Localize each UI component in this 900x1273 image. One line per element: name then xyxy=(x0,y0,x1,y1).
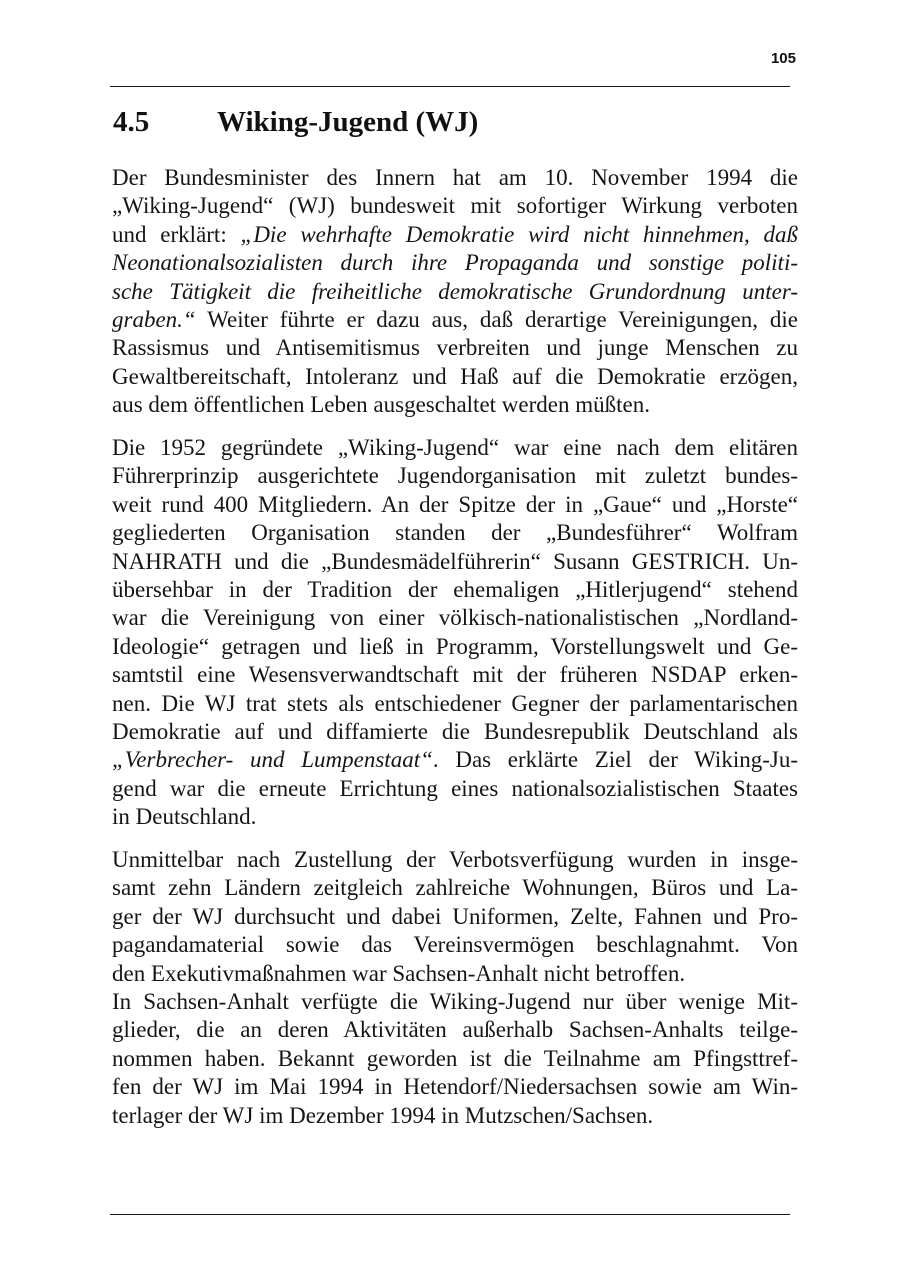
text-segment: Rassismus und Antisemitismus verbreiten und junge Menschen zu xyxy=(112,335,798,361)
footer-rule xyxy=(110,1214,790,1215)
text-segment: Gewaltbereitschaft, Intoleranz und Haß auf die Demokratie erzögen, xyxy=(112,363,798,389)
paragraph-4 xyxy=(112,988,798,1130)
text-line xyxy=(112,363,798,391)
italic-segment: „Die wehrhafte Demokratie wird nicht hinnehmen, daß xyxy=(240,221,799,247)
text-line xyxy=(112,661,798,689)
text-segment: übersehbar in der Tradition der ehemaligen „Hitlerjugend“ stehend xyxy=(112,577,798,603)
text-line xyxy=(112,903,798,931)
text-line xyxy=(112,391,798,419)
text-line xyxy=(112,1045,798,1073)
text-segment: weit rund 400 Mitgliedern. An der Spitze der in „Gaue“ und „Horste“ xyxy=(112,491,798,517)
text-line xyxy=(112,633,798,661)
text-segment: aus dem öffentlichen Leben ausgeschaltet werden müßten. xyxy=(112,392,650,418)
text-line xyxy=(112,988,798,1016)
text-line xyxy=(112,192,798,220)
text-line xyxy=(112,221,798,249)
italic-segment: graben.“ xyxy=(112,307,196,333)
italic-segment: „Verbrecher- und Lumpenstaat“ xyxy=(112,747,433,773)
text-line xyxy=(112,1102,798,1130)
text-line xyxy=(112,164,798,192)
text-segment: In Sachsen-Anhalt verfügte die Wiking-Jugend nur über wenige Mit- xyxy=(112,989,798,1014)
text-line xyxy=(112,604,798,632)
text-line xyxy=(112,803,798,831)
text-segment: Unmittelbar nach Zustellung der Verbotsverfügung wurden in insge- xyxy=(112,847,798,872)
text-segment: nen. Die WJ trat stets als entschiedener Gegner der parlamentarischen xyxy=(112,690,798,716)
text-line xyxy=(112,278,798,306)
section-title: Wiking-Jugend (WJ) xyxy=(217,106,479,138)
text-segment: samtstil eine Wesensverwandtschaft mit der früheren NSDAP erken- xyxy=(112,662,798,688)
text-segment: Weiter führte er dazu aus, daß derartige Vereinigungen, die xyxy=(195,307,798,333)
text-segment: . Das erklärte Ziel der Wiking-Ju- xyxy=(432,747,798,773)
text-line xyxy=(112,1073,798,1101)
text-line xyxy=(112,874,798,902)
text-segment: war die Vereinigung von einer völkisch-nationalistischen „Nordland- xyxy=(112,605,798,631)
text-line xyxy=(112,746,798,774)
text-segment: nommen haben. Bekannt geworden ist die Teilnahme am Pfingsttref- xyxy=(112,1045,798,1071)
section-heading xyxy=(113,104,478,140)
text-line xyxy=(112,718,798,746)
text-line xyxy=(112,434,798,462)
italic-segment: Neonationalsozialisten durch ihre Propaganda und sonstige politi- xyxy=(112,250,798,276)
section-number: 4.5 xyxy=(113,106,150,138)
text-line xyxy=(112,775,798,803)
text-segment: glieder, die an deren Aktivitäten außerhalb Sachsen-Anhalts teilge- xyxy=(112,1017,798,1043)
text-line xyxy=(112,519,798,547)
text-line xyxy=(112,334,798,362)
text-line xyxy=(112,462,798,490)
text-segment: Ideologie“ getragen und ließ in Programm, Vorstellungswelt und Ge- xyxy=(112,633,798,659)
text-line xyxy=(112,306,798,334)
text-segment: und erklärt: xyxy=(112,221,241,247)
text-segment: Führerprinzip ausgerichtete Jugendorganisation mit zuletzt bundes- xyxy=(112,463,798,489)
text-segment: Der Bundesminister des Innern hat am 10. November 1994 die xyxy=(112,165,798,190)
text-segment: den Exekutivmaßnahmen war Sachsen-Anhalt nicht betroffen. xyxy=(112,960,686,986)
text-segment: Demokratie auf und diffamierte die Bundesrepublik Deutschland als xyxy=(112,719,798,745)
text-line xyxy=(112,548,798,576)
text-segment: terlager der WJ im Dezember 1994 in Mutzschen/Sachsen. xyxy=(112,1102,654,1128)
paragraph-2 xyxy=(112,434,798,832)
paragraph-3 xyxy=(112,846,798,988)
text-line xyxy=(112,249,798,277)
text-segment: Die 1952 gegründete „Wiking-Jugend“ war eine nach dem elitären xyxy=(112,435,798,460)
page-number: 105 xyxy=(770,50,796,67)
text-segment: in Deutschland. xyxy=(112,804,257,830)
text-line xyxy=(112,1016,798,1044)
text-line xyxy=(112,491,798,519)
text-line xyxy=(112,846,798,874)
text-segment: gend war die erneute Errichtung eines nationalsozialistischen Staates xyxy=(112,775,798,801)
text-line xyxy=(112,960,798,988)
text-segment: samt zehn Ländern zeitgleich zahlreiche Wohnungen, Büros und La- xyxy=(112,875,798,901)
italic-segment: sche Tätigkeit die freiheitliche demokratische Grundordnung unter- xyxy=(112,278,798,304)
text-line xyxy=(112,690,798,718)
text-line xyxy=(112,576,798,604)
text-segment: „Wiking-Jugend“ (WJ) bundesweit mit sofortiger Wirkung verboten xyxy=(112,193,798,219)
text-segment: fen der WJ im Mai 1994 in Hetendorf/Niedersachsen sowie am Win- xyxy=(112,1074,798,1100)
header-rule xyxy=(110,86,790,87)
text-segment: pagandamaterial sowie das Vereinsvermögen beschlagnahmt. Von xyxy=(112,932,798,958)
text-segment: ger der WJ durchsucht und dabei Uniformen, Zelte, Fahnen und Pro- xyxy=(112,903,798,929)
text-line xyxy=(112,931,798,959)
text-segment: gegliederten Organisation standen der „Bundesführer“ Wolfram xyxy=(112,520,798,546)
text-segment: NAHRATH und die „Bundesmädelführerin“ Susann GESTRICH. Un- xyxy=(112,548,798,574)
paragraph-1 xyxy=(112,164,798,420)
